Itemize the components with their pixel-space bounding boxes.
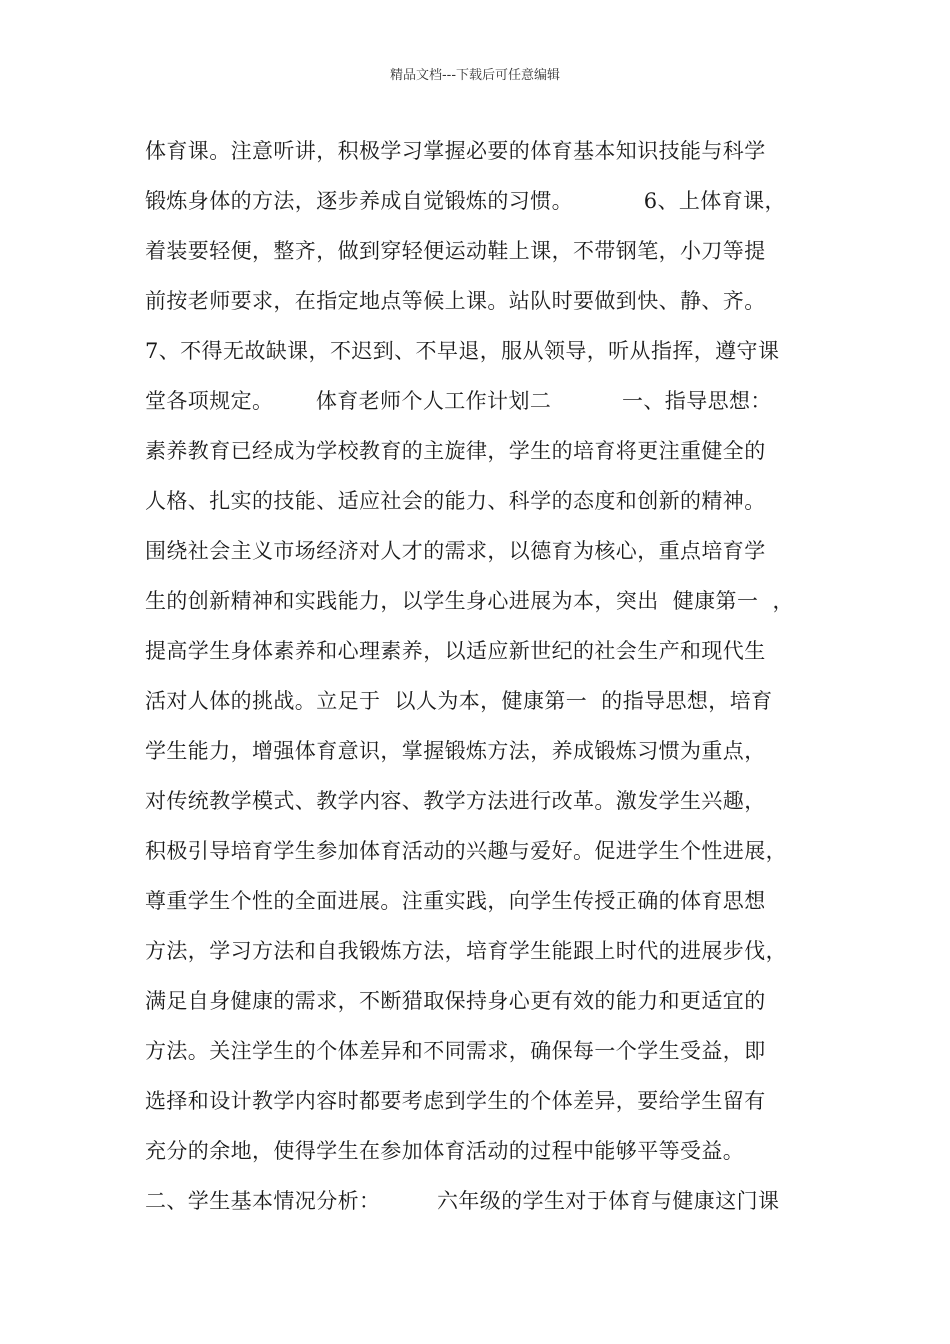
text-line: 对传统教学模式、教学内容、教学方法进行改革。激发学生兴趣， <box>145 789 766 813</box>
text-line: 活对人体的挑战。立足于 以人为本，健康第一 的指导思想，培育 <box>145 689 773 713</box>
text-line: 选择和设计教学内容时都要考虑到学生的个体差异，要给学生留有 <box>145 1089 766 1113</box>
document-body <box>145 126 815 1226</box>
text-line: 方法。关注学生的个体差异和不同需求，确保每一个学生受益，即 <box>145 1039 766 1063</box>
text-line: 满足自身健康的需求，不断猎取保持身心更有效的能力和更适宜的 <box>145 989 766 1013</box>
text-line: 着装要轻便，整齐，做到穿轻便运动鞋上课，不带钢笔，小刀等提 <box>145 239 766 263</box>
text-line: 7、不得无故缺课，不迟到、不早退，服从领导，听从指挥，遵守课 <box>145 339 780 363</box>
page-header: 精品文档---下载后可任意编辑 <box>389 68 561 83</box>
text-line: 尊重学生个性的全面进展。注重实践，向学生传授正确的体育思想 <box>145 889 766 913</box>
text-line: 前按老师要求，在指定地点等候上课。站队时要做到快、静、齐。 <box>145 289 766 313</box>
text-line: 堂各项规定。 体育老师个人工作计划二 一、指导思想： <box>145 389 772 413</box>
text-line: 提高学生身体素养和心理素养，以适应新世纪的社会生产和现代生 <box>145 639 766 663</box>
text-line: 围绕社会主义市场经济对人才的需求，以德育为核心，重点培育学 <box>145 539 766 563</box>
text-line: 人格、扎实的技能、适应社会的能力、科学的态度和创新的精神。 <box>145 489 766 513</box>
text-line: 方法，学习方法和自我锻炼方法，培育学生能跟上时代的进展步伐， <box>145 939 787 963</box>
text-line: 生的创新精神和实践能力，以学生身心进展为本，突出 健康第一 ， <box>145 589 794 613</box>
text-line: 积极引导培育学生参加体育活动的兴趣与爱好。促进学生个性进展， <box>145 839 787 863</box>
text-line: 充分的余地，使得学生在参加体育活动的过程中能够平等受益。 <box>145 1139 745 1163</box>
text-line: 体育课。注意听讲，积极学习掌握必要的体育基本知识技能与科学 <box>145 139 766 163</box>
text-line: 学生能力，增强体育意识，掌握锻炼方法，养成锻炼习惯为重点， <box>145 739 766 763</box>
text-line: 锻炼身体的方法，逐步养成自觉锻炼的习惯。 6、上体育课， <box>145 189 786 213</box>
text-line: 素养教育已经成为学校教育的主旋律，学生的培育将更注重健全的 <box>145 439 766 463</box>
text-line: 二、学生基本情况分析： 六年级的学生对于体育与健康这门课 <box>145 1189 780 1213</box>
